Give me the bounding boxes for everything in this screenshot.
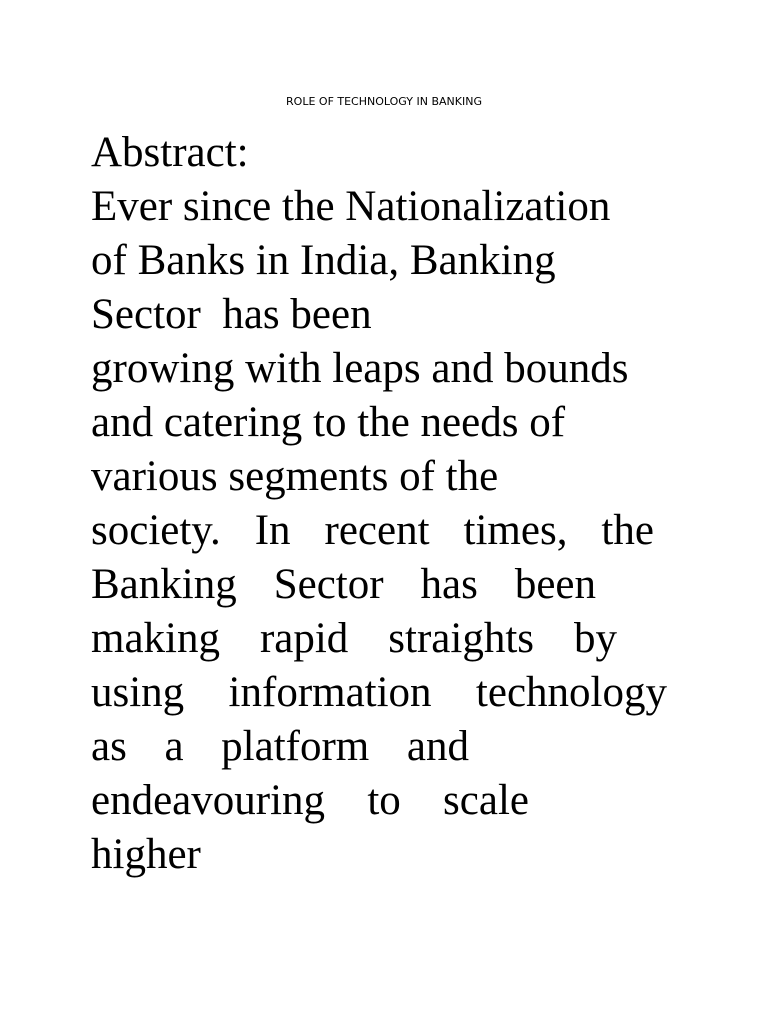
abstract-line: growing with leaps and bounds xyxy=(91,345,629,392)
abstract-line-justified xyxy=(91,720,469,774)
word: platform xyxy=(221,723,370,770)
abstract-line-justified xyxy=(91,504,654,558)
abstract-line-justified xyxy=(91,558,596,612)
abstract-line: of Banks in India, Banking xyxy=(91,237,556,284)
word: scale xyxy=(443,777,529,824)
word: been xyxy=(514,561,596,608)
word: to xyxy=(367,777,401,824)
word: endeavouring xyxy=(91,777,326,824)
word: a xyxy=(164,723,184,770)
word: as xyxy=(91,723,127,770)
abstract-line-justified xyxy=(91,666,667,720)
abstract-line-justified xyxy=(91,774,529,828)
word: recent xyxy=(324,507,430,554)
word: making xyxy=(91,615,220,662)
word: In xyxy=(254,507,291,554)
abstract-line: Sector has been xyxy=(91,291,372,338)
word: Banking xyxy=(91,561,237,608)
word: has xyxy=(420,561,478,608)
word: Sector xyxy=(273,561,384,608)
page-header: ROLE OF TECHNOLOGY IN BANKING xyxy=(286,95,482,108)
abstract-line: Ever since the Nationalization xyxy=(91,183,611,230)
word: and xyxy=(406,723,469,770)
word: technology xyxy=(475,669,667,716)
abstract-line: and catering to the needs of xyxy=(91,399,566,446)
word: straights xyxy=(388,615,534,662)
abstract-line-justified xyxy=(91,612,617,666)
abstract-body xyxy=(91,126,671,882)
word: the xyxy=(601,507,654,554)
abstract-line: various segments of the xyxy=(91,453,499,500)
word: by xyxy=(573,615,617,662)
abstract-heading: Abstract: xyxy=(91,129,249,176)
word: using xyxy=(91,669,185,716)
word: society. xyxy=(91,507,221,554)
word: rapid xyxy=(259,615,349,662)
abstract-line: higher xyxy=(91,831,201,878)
word: information xyxy=(228,669,432,716)
word: times, xyxy=(463,507,568,554)
